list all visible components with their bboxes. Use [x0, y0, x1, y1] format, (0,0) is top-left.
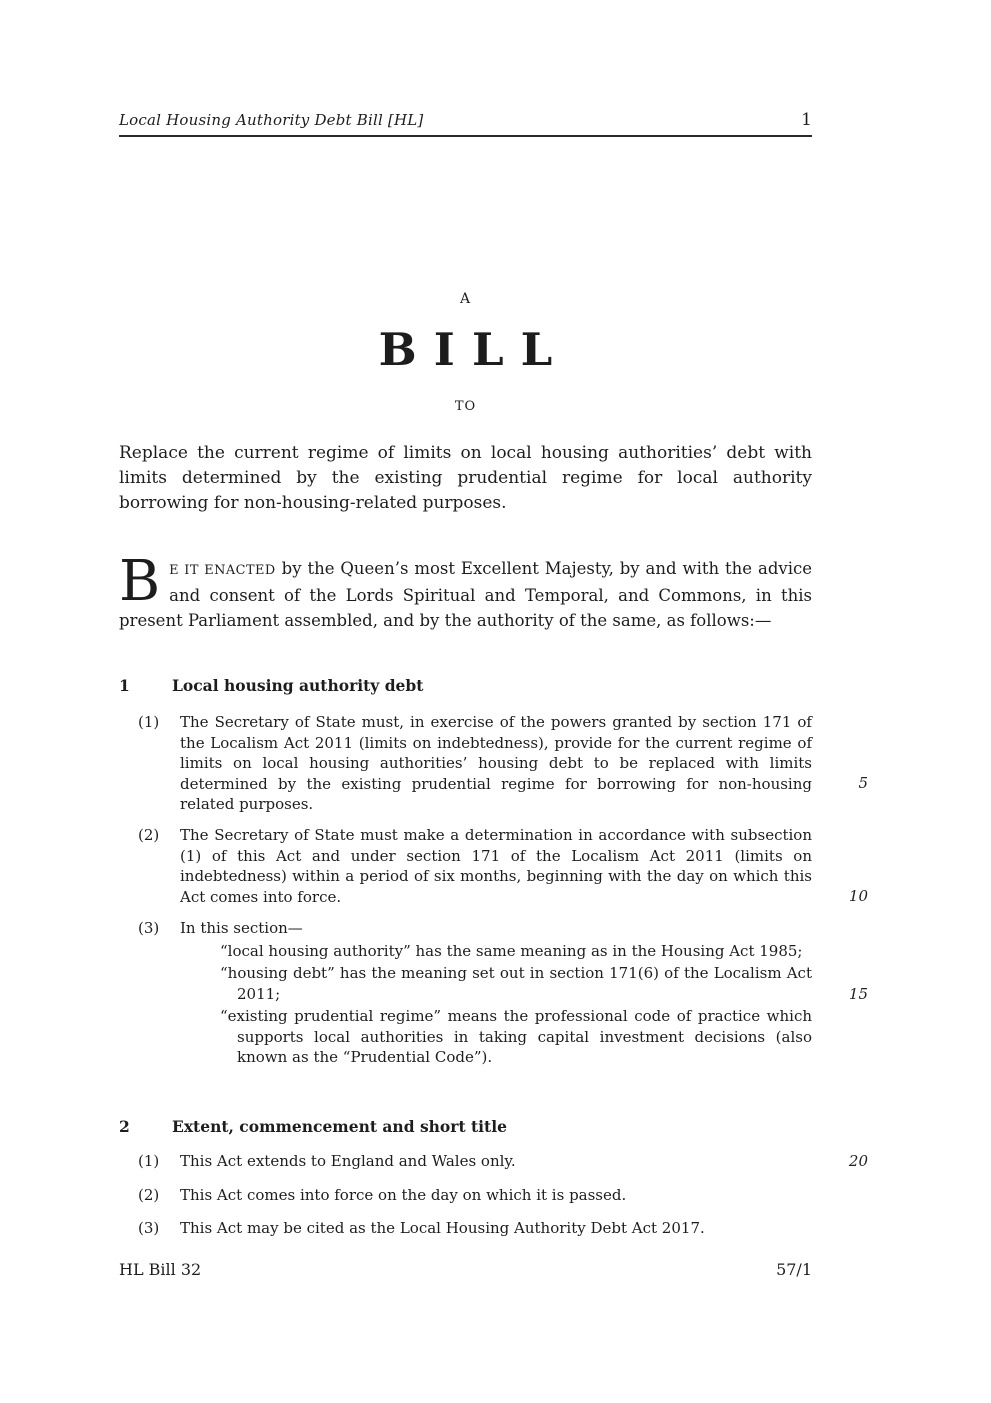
subsection-2-3-text: This Act may be cited as the Local Housing Authority Debt Act 2017. [180, 1219, 705, 1237]
long-title: Replace the current regime of limits on local housing authorities’ debt with limits determined by the existing prudential regime for local authority borrowing for non-housing-related purposes. [119, 443, 812, 513]
subsection-2-3-marker: (3) [138, 1219, 160, 1237]
dropcap-b: B [119, 549, 161, 614]
page-header [119, 110, 812, 137]
enacting-text: by the Queen’s most Excellent Majesty, by and with the advice and consent of the Lords Spiritual and Temporal, and Commons, in this present Parliament assembled, and by the authority of the same, as follows:— [119, 559, 812, 630]
subsection-2-1-marker: (1) [138, 1152, 160, 1170]
running-title: Local Housing Authority Debt Bill [HL] [119, 111, 424, 129]
subsection-2-2-text: This Act comes into force on the day on which it is passed. [180, 1186, 627, 1204]
bill-title: BILL [378, 323, 570, 376]
margin-line-number-15: 15 [848, 985, 868, 1003]
section-2-title: Extent, commencement and short title [172, 1117, 507, 1136]
page-footer [119, 1260, 812, 1279]
subsection-1-3-marker: (3) [138, 919, 160, 937]
section-2-heading [119, 1117, 812, 1136]
subsection-1-1-text: The Secretary of State must, in exercise of the powers granted by section 171 of the Localism Act 2011 (limits on indebtedness), provide for the current regime of limits on local housing authorities’ housing debt to be replaced with limits determined by the existing prudential regime for borrowing for non-housing related purposes. [180, 713, 812, 813]
subsection-1-3-intro [119, 918, 812, 939]
subsection-1-3-text: In this section— [180, 919, 303, 937]
subsection-2-2-marker: (2) [138, 1186, 160, 1204]
page-number: 1 [801, 110, 812, 130]
bill-print-number: HL Bill 32 [119, 1260, 202, 1279]
frontispiece-to-label: TO [454, 399, 477, 414]
section-1-number: 1 [119, 676, 130, 695]
subsection-1-2-marker: (2) [138, 826, 160, 844]
section-2-number: 2 [119, 1117, 130, 1136]
margin-line-number-5: 5 [858, 774, 868, 792]
subsection-2-1 [119, 1151, 868, 1172]
subsection-1-1 [119, 712, 868, 815]
definition-local-housing-authority: “local housing authority” has the same meaning as in the Housing Act 1985; [220, 941, 803, 960]
subsection-1-1-marker: (1) [138, 713, 160, 731]
subsection-2-2 [119, 1185, 812, 1206]
subsection-2-3 [119, 1218, 812, 1239]
subsection-1-3 [119, 918, 868, 1068]
enacting-small-caps: E IT ENACTED [169, 563, 276, 578]
definition-existing-prudential-regime: “existing prudential regime” means the professional code of practice which supports local authorities in taking capital investment decisions (also known as the “Prudential Code”). [220, 1007, 812, 1066]
definition-housing-debt-text: “housing debt” has the meaning set out in section 171(6) of the Localism Act 2011; [220, 964, 812, 1003]
subsection-1-2-text: The Secretary of State must make a determination in accordance with subsection (1) of this Act and under section 171 of the Localism Act 2011 (limits on indebtedness) within a period of six months, beginning with the day on which this Act comes into force. [180, 826, 812, 906]
definition-housing-debt [119, 963, 868, 1004]
enacting-formula [119, 549, 812, 633]
section-1-heading [119, 676, 812, 695]
subsection-2-1-text: This Act extends to England and Wales only. [180, 1152, 516, 1170]
subsection-1-2 [119, 825, 868, 907]
margin-line-number-10: 10 [848, 887, 868, 905]
session-number: 57/1 [776, 1260, 812, 1279]
frontispiece-article: A [459, 291, 472, 307]
margin-line-number-20: 20 [848, 1152, 868, 1170]
section-1-title: Local housing authority debt [172, 676, 424, 695]
